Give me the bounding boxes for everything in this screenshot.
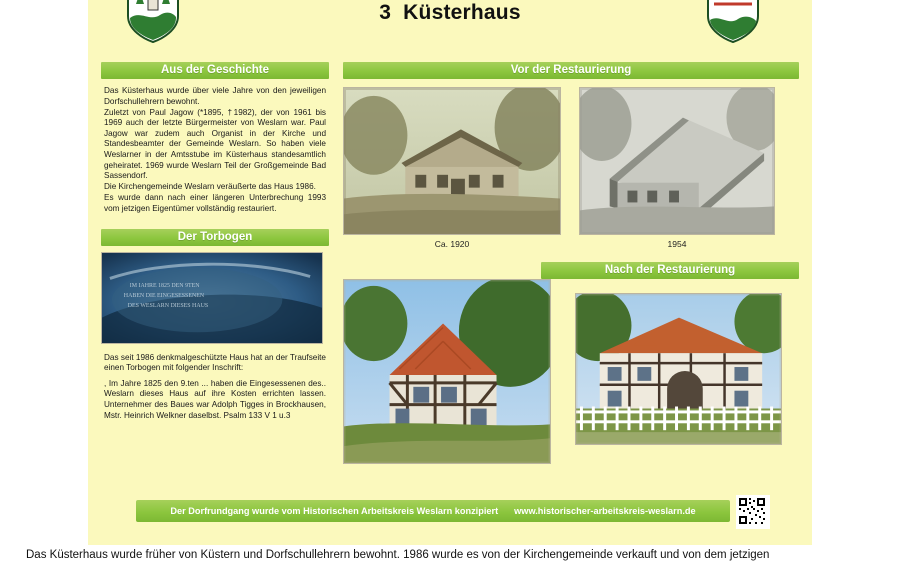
archway-paragraph-2: , Im Jahre 1825 den 9.ten ... haben die Eingesessenen des.. Weslarn dieses Haus auf ihre Kosten errichten lassen. Unternehmer des Baues war Adolph Tigges in Brockhausen, Mstr. Heinrich Welkner daselbst. Psalm 133 V 1 u.3 [104, 378, 326, 420]
left-column [101, 62, 329, 422]
archway-text [101, 353, 329, 422]
svg-text:IM IAHRE 1825 DEN 9TEN: IM IAHRE 1825 DEN 9TEN [129, 282, 200, 289]
photo-kuesterhaus-1920 [343, 87, 561, 235]
svg-text:DES WESLARN DIESES HAUS: DES WESLARN DIESES HAUS [127, 302, 209, 309]
footer-url[interactable]: www.historischer-arbeitskreis-weslarn.de [514, 506, 696, 516]
history-paragraph-4: Es wurde dann nach einer längeren Unterbrechung 1993 vom jetzigen Eigentümer vollständig restauriert. [104, 193, 326, 214]
section-heading-before: Vor der Restaurierung [343, 62, 799, 79]
section-heading-after: Nach der Restaurierung [541, 262, 799, 279]
right-column [343, 62, 799, 464]
section-heading-archway: Der Torbogen [101, 229, 329, 246]
photo-torbogen [101, 252, 323, 344]
photo-block-1920 [343, 87, 561, 249]
archway-paragraph-1: Das seit 1986 denkmalgeschützte Haus hat an der Traufseite einen Torbogen mit folgender Inschrift: [104, 352, 326, 373]
photo-kuesterhaus-1954 [579, 87, 775, 235]
section-heading-history: Aus der Geschichte [101, 62, 329, 79]
history-text [101, 86, 329, 215]
photo-caption-1920: Ca. 1920 [434, 239, 470, 249]
photo-row-before [343, 87, 799, 249]
photo-kuesterhaus-restauriert-1 [343, 279, 551, 464]
qr-code-icon [736, 495, 770, 529]
info-poster [88, 0, 812, 545]
history-paragraph-1: Das Küsterhaus wurde über viele Jahre von den jeweiligen Dorfschullehrern bewohnt. [104, 86, 326, 106]
poster-title-text: Küsterhaus [403, 1, 521, 24]
photo-row-after [343, 255, 799, 464]
photo-kuesterhaus-restauriert-2 [575, 293, 782, 445]
poster-header [88, 0, 812, 56]
footer-text: Der Dorfrundgang wurde vom Historischen Arbeitskreis Weslarn konzipiert [170, 506, 499, 516]
history-paragraph-3: Die Kirchengemeinde Weslarn veräußerte das Haus 1986. [104, 182, 316, 192]
history-paragraph-2: Zuletzt von Paul Jagow (*1895, †1982), der von 1961 bis 1969 auch der letzte Bürgermeister von Weslarn war. Paul Jagow war zudem auch Organist in der Kirche und Standesbeamter der Gemeinde Weslarn. So haben viele Weslarner in der Amtsstube im Küsterhaus standesamtlich geheiratet. 1969 wurde Weslarn Teil der Großgemeinde Bad Sassendorf. [104, 107, 326, 181]
photo-caption-1954: 1954 [667, 239, 687, 249]
footer-bar [136, 500, 730, 522]
wappen-rechts-icon [704, 0, 762, 44]
poster-number: 3 [379, 1, 392, 24]
image-caption: Das Küsterhaus wurde früher von Küstern und Dorfschullehrern bewohnt. 1986 wurde es von der Kirchengemeinde verkauft und von dem jetzigen [26, 549, 770, 561]
photo-block-1954 [579, 87, 775, 249]
svg-text:HABEN DIE EINGESESSENEN: HABEN DIE EINGESESSENEN [123, 292, 205, 299]
